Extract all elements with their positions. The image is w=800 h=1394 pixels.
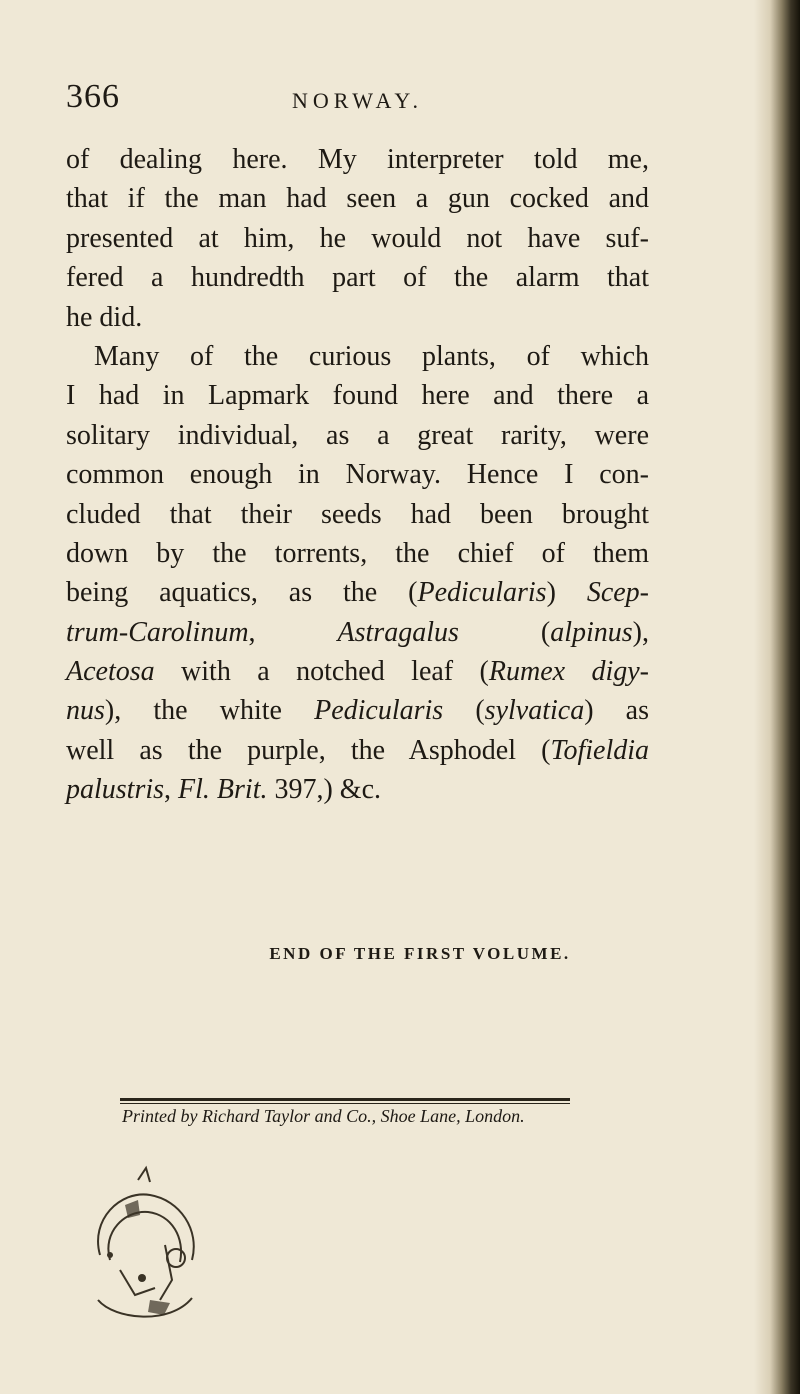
body-text (66, 140, 649, 810)
text-line: being aquatics, as the (Pedicularis) Scep- (66, 577, 649, 609)
text-line: well as the purple, the Asphodel (Tofieldia (66, 734, 649, 766)
text-line: of dealing here. My interpreter told me, (66, 144, 649, 175)
text-line: Acetosa with a notched leaf (Rumex digy- (66, 656, 650, 688)
text-line: Many of the curious plants, of which (94, 340, 649, 372)
text-line: fered a hundredth part of the alarm that (66, 262, 649, 294)
text-line: solitary individual, as a great rarity, were (66, 419, 649, 451)
text-line: that if the man had seen a gun cocked and (66, 183, 649, 215)
text-line: presented at him, he would not have suf- (66, 222, 649, 254)
printer-rule (120, 1098, 570, 1101)
text-line: palustris, Fl. Brit. 397,) &c. (66, 774, 382, 806)
text-line: common enough in Norway. Hence I con- (66, 459, 649, 491)
page-number: 366 (66, 78, 120, 115)
text-line: trum-Carolinum, Astragalus (alpinus), (66, 616, 649, 648)
text-line: nus), the white Pedicularis (sylvatica) as (66, 695, 649, 727)
printer-ornament-icon (80, 1160, 210, 1330)
text-line: I had in Lapmark found here and there a (66, 380, 649, 412)
end-of-volume-note: END OF THE FIRST VOLUME. (269, 944, 571, 963)
page-edge-shadow (754, 0, 800, 1394)
printer-imprint: Printed by Richard Taylor and Co., Shoe Lane, London. (122, 1106, 525, 1126)
running-head: NORWAY. (292, 88, 423, 113)
text-line: down by the torrents, the chief of them (66, 537, 649, 569)
text-line: cluded that their seeds had been brought (66, 498, 649, 530)
text-line: he did. (66, 301, 143, 333)
